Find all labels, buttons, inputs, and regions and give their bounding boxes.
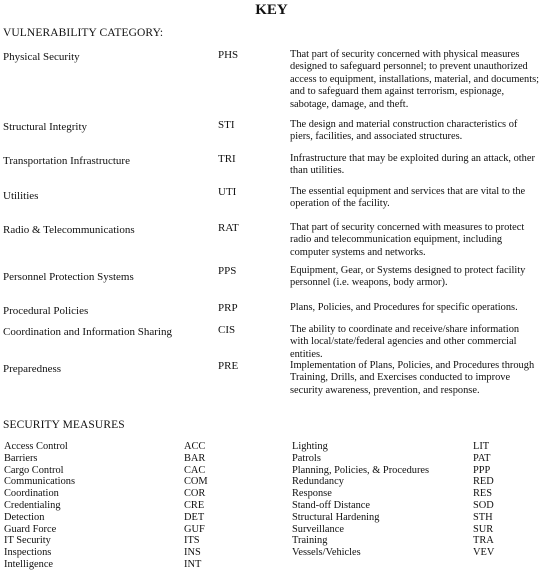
security-measure-name: IT Security bbox=[4, 535, 51, 547]
security-measure-name: Lighting bbox=[292, 441, 328, 452]
security-measures-right-names bbox=[292, 441, 429, 559]
security-measure-code: RES bbox=[473, 488, 493, 500]
vulnerability-description: That part of security concerned with measures to protect radio and telecommunication equipment, including computer systems and networks. bbox=[290, 222, 525, 258]
vulnerability-code: PRP bbox=[218, 302, 238, 314]
vulnerability-description: Equipment, Gear, or Systems designed to protect facility personnel (i.e. weapons, body armor). bbox=[290, 265, 526, 289]
vulnerability-description: Plans, Policies, and Procedures for specific operations. bbox=[290, 302, 518, 313]
vulnerability-name: Preparedness bbox=[3, 363, 62, 375]
vulnerability-description: The ability to coordinate and receive/share information with local/state/federal agencies and other commercial entities. bbox=[290, 324, 520, 360]
security-measure-name: Planning, Policies, & Procedures bbox=[292, 464, 430, 476]
vulnerability-name: Transportation Infrastructure bbox=[3, 155, 130, 167]
security-measure-name: Surveillance bbox=[292, 523, 344, 535]
security-measure-code: LIT bbox=[473, 441, 490, 452]
security-measure-code: PPP bbox=[473, 464, 491, 476]
security-measure-name: Response bbox=[292, 488, 332, 500]
security-measure-name: Cargo Control bbox=[4, 464, 64, 476]
vulnerability-name: Utilities bbox=[3, 190, 39, 202]
security-measure-name: Coordination bbox=[4, 488, 59, 500]
security-measure-code: ACC bbox=[184, 441, 206, 452]
vulnerability-code: PRE bbox=[218, 360, 239, 372]
security-measure-name: Redundancy bbox=[292, 476, 344, 488]
vulnerability-code: PPS bbox=[218, 265, 237, 277]
vulnerability-description: Implementation of Plans, Policies, and Procedures through Training, Drills, and Exercises conducted to improve security awareness, prevention, and response. bbox=[290, 360, 535, 396]
vulnerability-name: Radio & Telecommunications bbox=[3, 224, 135, 236]
security-measure-code: COR bbox=[184, 488, 206, 500]
security-measure-code: BAR bbox=[184, 452, 206, 464]
security-measure-code: PAT bbox=[473, 452, 491, 464]
security-measure-code: CAC bbox=[184, 464, 206, 476]
vulnerability-description: Infrastructure that may be exploited during an attack, other than utilities. bbox=[290, 153, 535, 177]
security-measure-name: Credentialing bbox=[4, 499, 61, 511]
security-measures-left-names bbox=[4, 441, 75, 571]
security-measure-code: COM bbox=[184, 476, 208, 488]
security-measure-name: Stand-off Distance bbox=[292, 499, 371, 511]
security-measure-name: Barriers bbox=[4, 452, 38, 464]
security-measure-name: Training bbox=[292, 535, 328, 547]
security-measure-code: DET bbox=[184, 511, 205, 523]
security-measure-code: CRE bbox=[184, 499, 205, 511]
vulnerability-code: CIS bbox=[218, 324, 236, 336]
security-measure-code: STH bbox=[473, 511, 493, 523]
security-measure-name: Access Control bbox=[4, 441, 68, 452]
security-measure-name: Intelligence bbox=[4, 558, 54, 570]
security-measure-name: Communications bbox=[4, 476, 75, 488]
vulnerability-code: PHS bbox=[218, 49, 239, 61]
security-measure-name: Patrols bbox=[292, 452, 321, 464]
security-measures-heading: SECURITY MEASURES bbox=[3, 419, 125, 431]
security-measure-name: Vessels/Vehicles bbox=[292, 547, 361, 559]
security-measure-code: VEV bbox=[473, 547, 495, 559]
vulnerability-code: TRI bbox=[218, 153, 236, 165]
vulnerability-name: Procedural Policies bbox=[3, 305, 89, 317]
vulnerability-name: Physical Security bbox=[3, 51, 80, 63]
security-measure-code: RED bbox=[473, 476, 494, 488]
vulnerability-name: Personnel Protection Systems bbox=[3, 271, 134, 283]
security-measures-right-codes bbox=[473, 441, 494, 559]
vulnerability-description: That part of security concerned with physical measures designed to safeguard personnel; to prevent unauthorized access to equipment, installations, material, and documents; and to safeguard them against terrorism, espionage, sabotage, damage, and theft. bbox=[290, 49, 540, 110]
vulnerability-code: UTI bbox=[218, 186, 237, 198]
security-measure-code: INT bbox=[184, 558, 202, 570]
page-title: KEY bbox=[255, 2, 288, 18]
vulnerability-code: STI bbox=[218, 119, 235, 131]
security-measure-code: SUR bbox=[473, 523, 494, 535]
security-measure-code: GUF bbox=[184, 523, 205, 535]
security-measures-left-codes bbox=[184, 441, 208, 571]
vulnerability-name: Coordination and Information Sharing bbox=[3, 326, 172, 338]
security-measure-name: Inspections bbox=[4, 547, 52, 559]
vulnerability-code: RAT bbox=[218, 222, 239, 234]
security-measure-code: TRA bbox=[473, 535, 494, 547]
security-measure-code: SOD bbox=[473, 499, 494, 511]
vulnerability-description: The essential equipment and services that are vital to the operation of the facility. bbox=[290, 186, 526, 210]
security-measure-code: ITS bbox=[184, 535, 200, 547]
vulnerability-category-heading: VULNERABILITY CATEGORY: bbox=[3, 27, 164, 39]
security-measure-name: Structural Hardening bbox=[292, 511, 380, 523]
security-measure-code: INS bbox=[184, 547, 201, 559]
security-measure-name: Guard Force bbox=[4, 523, 57, 535]
vulnerability-description: The design and material construction characteristics of piers, facilities, and associated structures. bbox=[290, 119, 518, 143]
security-measure-name: Detection bbox=[4, 511, 45, 523]
vulnerability-name: Structural Integrity bbox=[3, 121, 88, 133]
